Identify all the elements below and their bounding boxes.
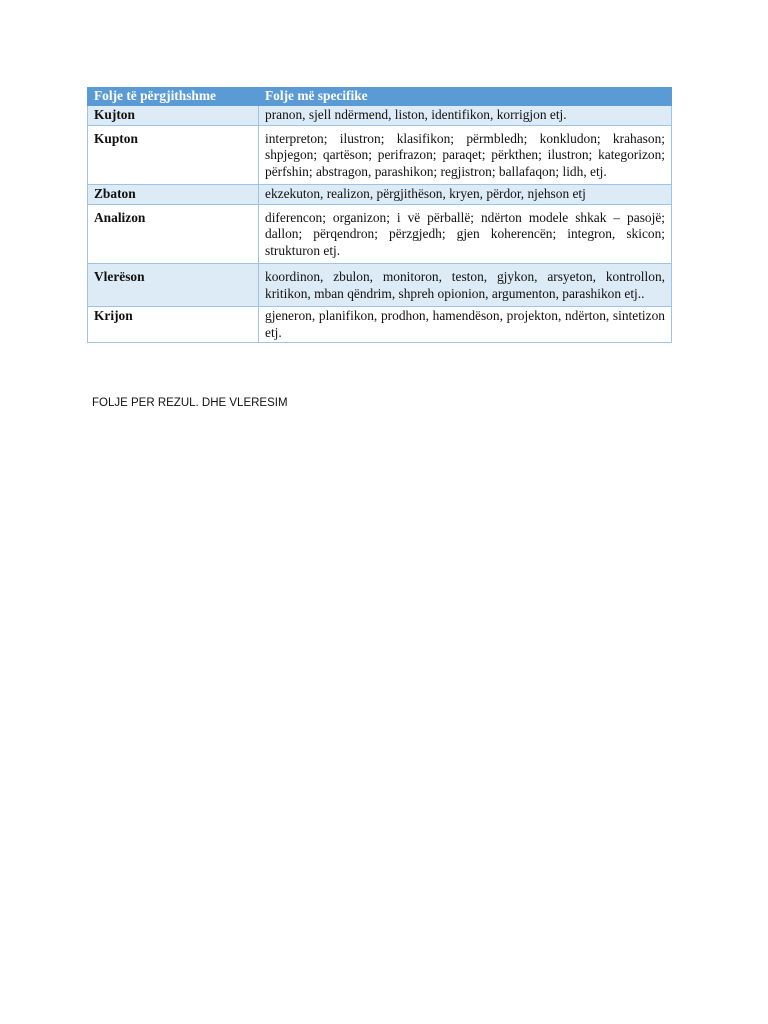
note-text: FOLJE PER REZUL. DHE VLERESIM — [92, 397, 288, 409]
row-verbs: ekzekuton, realizon, përgjithëson, kryen, përdor, njehson etj — [259, 185, 672, 205]
table-row — [88, 125, 672, 185]
row-term: Vlerëson — [88, 264, 259, 307]
table-row — [88, 264, 672, 307]
table-header-row — [88, 88, 672, 106]
row-term: Krijon — [88, 307, 259, 343]
header-specific-verbs: Folje më specifike — [259, 88, 672, 106]
verbs-table — [87, 87, 672, 343]
row-verbs: diferencon; organizon; i vë përballë; ndërton modele shkak – pasojë; dallon; përqendron; përzgjedh; gjen koherencën; integron, skicon; strukturon etj. — [259, 204, 672, 264]
row-term: Zbaton — [88, 185, 259, 205]
table-row — [88, 106, 672, 126]
header-general-verbs: Folje të përgjithshme — [88, 88, 259, 106]
table-row — [88, 185, 672, 205]
row-verbs: interpreton; ilustron; klasifikon; përmbledh; konkludon; krahason; shpjegon; qartëson; perifrazon; paraqet; përkthen; ilustron; kategorizon; përfshin; abstragon, parashikon; regjistron; ballafaqon; lidh, etj. — [259, 125, 672, 185]
table-row — [88, 204, 672, 264]
row-term: Analizon — [88, 204, 259, 264]
row-verbs: koordinon, zbulon, monitoron, teston, gjykon, arsyeton, kontrollon, kritikon, mban qëndrim, shpreh opionion, argumenton, parashikon etj.. — [259, 264, 672, 307]
table-row — [88, 307, 672, 343]
row-term: Kujton — [88, 106, 259, 126]
row-verbs: pranon, sjell ndërmend, liston, identifikon, korrigjon etj. — [259, 106, 672, 126]
row-term: Kupton — [88, 125, 259, 185]
row-verbs: gjeneron, planifikon, prodhon, hamendëson, projekton, ndërton, sintetizon etj. — [259, 307, 672, 343]
